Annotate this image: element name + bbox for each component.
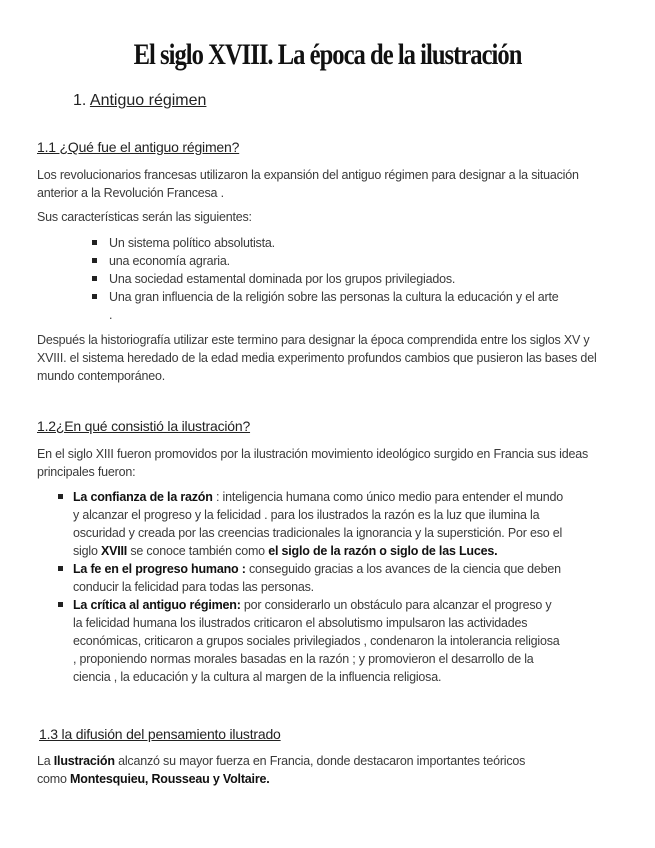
paragraph: Después la historiografía utilizar este termino para designar la época comprendida entre los siglos XV y XVIII. el sistema heredado de la edad media experimento profundos cambios que pusieron las bases del mundo contemporáneo. bbox=[37, 333, 597, 383]
subsection-heading-1-3: 1.3 la difusión del pensamiento ilustrado bbox=[39, 726, 281, 742]
page-title: El siglo XVIII. La época de la ilustración bbox=[133, 38, 522, 71]
ideas-list bbox=[73, 488, 563, 686]
paragraph: Sus características serán las siguientes: bbox=[37, 210, 252, 224]
paragraph: La Ilustración alcanzó su mayor fuerza en Francia, donde destacaron importantes teóricos como Montesquieu, Rousseau y Voltaire. bbox=[37, 754, 526, 786]
section-title: Antiguo régimen bbox=[89, 92, 207, 109]
characteristics-list bbox=[109, 234, 559, 324]
paragraph: En el siglo XIII fueron promovidos por la ilustración movimiento ideológico surgido en Francia sus ideas principales fueron: bbox=[37, 447, 589, 479]
subsection-heading-1-1: 1.1 ¿Qué fue el antiguo régimen? bbox=[37, 139, 240, 155]
list-item: Un sistema político absolutista. bbox=[109, 234, 559, 252]
list-item: La fe en el progreso humano : conseguido gracias a los avances de la ciencia que deben conducir la felicidad para todas las personas. bbox=[73, 560, 563, 596]
section-heading-1 bbox=[73, 92, 206, 110]
list-item: La crítica al antiguo régimen: por considerarlo un obstáculo para alcanzar el progreso y la felicidad humana los ilustrados criticaron el absolutismo impulsaron las actividades económicas, criticaron a grupos sociales privilegiados , condenaron la intolerancia religiosa , proponiendo normas morales basadas en la razón ; y promovieron el desarrollo de la ciencia , la educación y la cultura al margen de la influencia religiosa. bbox=[73, 596, 563, 686]
list-item: La confianza de la razón : inteligencia humana como único medio para entender el mundo y alcanzar el progreso y la felicidad . para los ilustrados la razón es la luz que ilumina la oscuridad y creada por las creencias tradicionales la ignorancia y la superstición. Por eso el siglo XVIII se conoce también como el siglo de la razón o siglo de las Luces. bbox=[73, 490, 564, 558]
list-item: una economía agraria. bbox=[109, 252, 559, 270]
list-item: Una sociedad estamental dominada por los grupos privilegiados. bbox=[109, 270, 559, 288]
section-number: 1. bbox=[73, 92, 87, 109]
list-item: Una gran influencia de la religión sobre las personas la cultura la educación y el arte . bbox=[109, 290, 559, 322]
paragraph: Los revolucionarios francesas utilizaron la expansión del antiguo régimen para designar a la situación anterior a la Revolución Francesa . bbox=[37, 168, 579, 200]
subsection-heading-1-2: 1.2¿En qué consistió la ilustración? bbox=[37, 418, 251, 434]
